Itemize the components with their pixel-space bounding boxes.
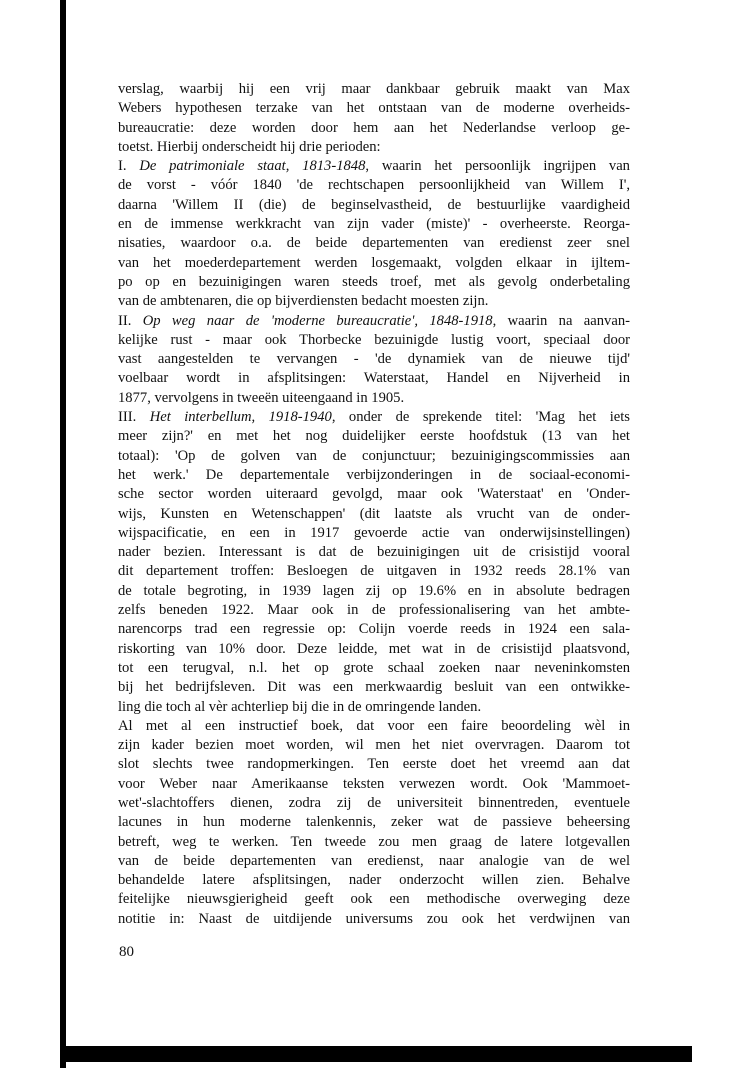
text-run: van de beide departementen van eredienst, naar analogie van de wel xyxy=(118,852,630,869)
text-line xyxy=(118,601,630,620)
text-line xyxy=(118,254,630,273)
text-run: van het moederdepartement werden losgemaakt, volgden elkaar in ijltem- xyxy=(118,254,630,271)
text-line xyxy=(118,640,630,659)
text-line xyxy=(118,408,630,427)
text-run: feitelijke nieuwsgierigheid geeft ook een methodische overweging deze xyxy=(118,891,630,908)
text-run: ling die toch al vèr achterliep bij die in de omringende landen. xyxy=(118,698,482,715)
text-run: het werk.' De departementale verbijzonderingen in de sociaal-economi- xyxy=(118,466,630,483)
italic-title: De patrimoniale staat, 1813-1848 xyxy=(139,158,366,175)
italic-title: Op weg naar de 'moderne bureaucratie', 1848-1918 xyxy=(142,312,493,329)
scan-border-left xyxy=(60,0,66,1068)
text-run: en de immense werkkracht van zijn vader (miste)' - overheerste. Reorga- xyxy=(118,216,630,233)
text-run: de vorst - vóór 1840 'de rechtschapen persoonlijkheid van Willem I', xyxy=(118,177,630,194)
text-line xyxy=(118,562,630,581)
text-run: riskorting van 10% door. Deze leidde, met wat in de crisistijd plaatsvond, xyxy=(118,640,630,657)
text-line xyxy=(118,99,630,118)
text-run: vast aangestelden te vervangen - 'de dynamiek van de nieuwe tijd' xyxy=(118,351,630,368)
text-line xyxy=(118,543,630,562)
text-line xyxy=(118,620,630,639)
text-line xyxy=(118,813,630,832)
text-run: Webers hypothesen terzake van het ontstaan van de moderne overheids- xyxy=(118,100,630,117)
text-run: sche sector worden uiteraard gevolgd, maar ook 'Waterstaat' en 'Onder- xyxy=(118,486,630,503)
text-line xyxy=(118,755,630,774)
text-line xyxy=(118,736,630,755)
text-run: meer zijn?' en met het nog duidelijker eerste hoofdstuk (13 van het xyxy=(118,428,630,445)
text-line xyxy=(118,292,630,311)
text-line xyxy=(118,678,630,697)
text-run: totaal): 'Op de golven van de conjunctuur; bezuinigingscommissies aan xyxy=(118,447,630,464)
body-text xyxy=(118,80,630,929)
text-run: po op en bezuinigingen waren steeds troef, met als gevolg onderbetaling xyxy=(118,273,630,290)
text-line xyxy=(118,447,630,466)
text-run: , waarin na aanvan- xyxy=(492,312,630,329)
text-run: wijspacificatie, en een in 1917 gevoerde actie van onderwijsinstellingen) xyxy=(118,524,630,541)
text-run: slot slechts twee randopmerkingen. Ten eerste doet het vreemd aan dat xyxy=(118,756,630,773)
text-run: betreft, weg te werken. Ten tweede zou men graag de latere lotgevallen xyxy=(118,833,630,850)
text-line xyxy=(118,775,630,794)
text-run: notitie in: Naast de uitdijende universums zou ook het verdwijnen van xyxy=(118,910,630,927)
scan-border-bottom xyxy=(60,1046,692,1062)
text-run: de totale begroting, in 1939 lagen zij op 19.6% en in absolute bedragen xyxy=(118,582,630,599)
text-run: , waarin het persoonlijk ingrijpen van xyxy=(365,158,630,175)
text-line xyxy=(118,215,630,234)
text-line xyxy=(118,273,630,292)
text-line xyxy=(118,659,630,678)
text-line xyxy=(118,234,630,253)
text-run: kelijke rust - maar ook Thorbecke bezuinigde lustig voort, speciaal door xyxy=(118,331,630,348)
text-line xyxy=(118,176,630,195)
text-line xyxy=(118,466,630,485)
text-run: dit departement troffen: Besloegen de uitgaven in 1932 reeds 28.1% van xyxy=(118,563,630,580)
text-line xyxy=(118,331,630,350)
text-line xyxy=(118,505,630,524)
text-line xyxy=(118,119,630,138)
text-run: bureaucratie: deze worden door hem aan het Nederlandse verloop ge- xyxy=(118,119,630,136)
text-run: Al met al een instructief boek, dat voor een faire beoordeling wèl in xyxy=(118,717,630,734)
text-line xyxy=(118,890,630,909)
text-line xyxy=(118,582,630,601)
text-run: verslag, waarbij hij een vrij maar dankbaar gebruik maakt van Max xyxy=(118,81,630,97)
text-run: narencorps trad een regressie op: Colijn voerde reeds in 1924 een sala- xyxy=(118,621,630,638)
italic-title: Het interbellum, 1918-1940 xyxy=(149,409,332,426)
page-number: 80 xyxy=(119,944,134,960)
text-run: III. xyxy=(118,409,150,426)
text-run: voor Weber naar Amerikaanse teksten verwezen wordt. Ook 'Mammoet- xyxy=(118,775,630,792)
text-run: 1877, vervolgens in tweeën uiteengaand in 1905. xyxy=(118,389,405,406)
text-run: , onder de sprekende titel: 'Mag het iets xyxy=(331,409,630,426)
text-line xyxy=(118,717,630,736)
text-run: tot een terugval, n.l. het op grote schaal zoeken naar neveninkomsten xyxy=(118,659,630,676)
text-line xyxy=(118,389,630,408)
text-run: lacunes in hun moderne talenkennis, zeker wat de passieve beheersing xyxy=(118,814,630,831)
text-run: wijs, Kunsten en Wetenschappen' (dit laatste als vrucht van de onder- xyxy=(118,505,630,522)
text-line xyxy=(118,427,630,446)
text-run: I. xyxy=(118,158,140,175)
text-run: nader bezien. Interessant is dat de bezuinigingen uit de crisistijd vooral xyxy=(118,544,630,561)
text-line xyxy=(118,910,630,929)
text-line xyxy=(118,350,630,369)
text-line xyxy=(118,80,630,99)
text-run: nisaties, waardoor o.a. de beide departementen van eredienst zeer snel xyxy=(118,235,630,252)
text-run: van de ambtenaren, die op bijverdiensten bedacht moesten zijn. xyxy=(118,293,489,310)
text-run: bij het bedrijfsleven. Dit was een merkwaardig besluit van een ontwikke- xyxy=(118,679,630,696)
text-line xyxy=(118,369,630,388)
text-line xyxy=(118,524,630,543)
text-run: daarna 'Willem II (die) de beginselvastheid, de bestuurlijke vaardigheid xyxy=(118,196,630,213)
text-line xyxy=(118,196,630,215)
text-line xyxy=(118,871,630,890)
text-line xyxy=(118,698,630,717)
text-run: voelbaar wordt in afsplitsingen: Waterstaat, Handel en Nijverheid in xyxy=(118,370,630,387)
text-run: behandelde latere afsplitsingen, nader onderzocht willen zien. Behalve xyxy=(118,872,630,889)
text-line xyxy=(118,312,630,331)
text-run: zijn kader bezien moet worden, wil men het niet overvragen. Daarom tot xyxy=(118,737,630,754)
text-line xyxy=(118,833,630,852)
text-run: toetst. Hierbij onderscheidt hij drie perioden: xyxy=(118,138,381,155)
text-line xyxy=(118,485,630,504)
text-run: zelfs beneden 1922. Maar ook in de professionalisering van het ambte- xyxy=(118,602,630,619)
text-run: II. xyxy=(118,312,143,329)
text-line xyxy=(118,138,630,157)
text-line xyxy=(118,794,630,813)
text-line xyxy=(118,852,630,871)
text-run: wet'-slachtoffers dienen, zodra zij de universiteit binnentreden, eventuele xyxy=(118,794,630,811)
text-line xyxy=(118,157,630,176)
